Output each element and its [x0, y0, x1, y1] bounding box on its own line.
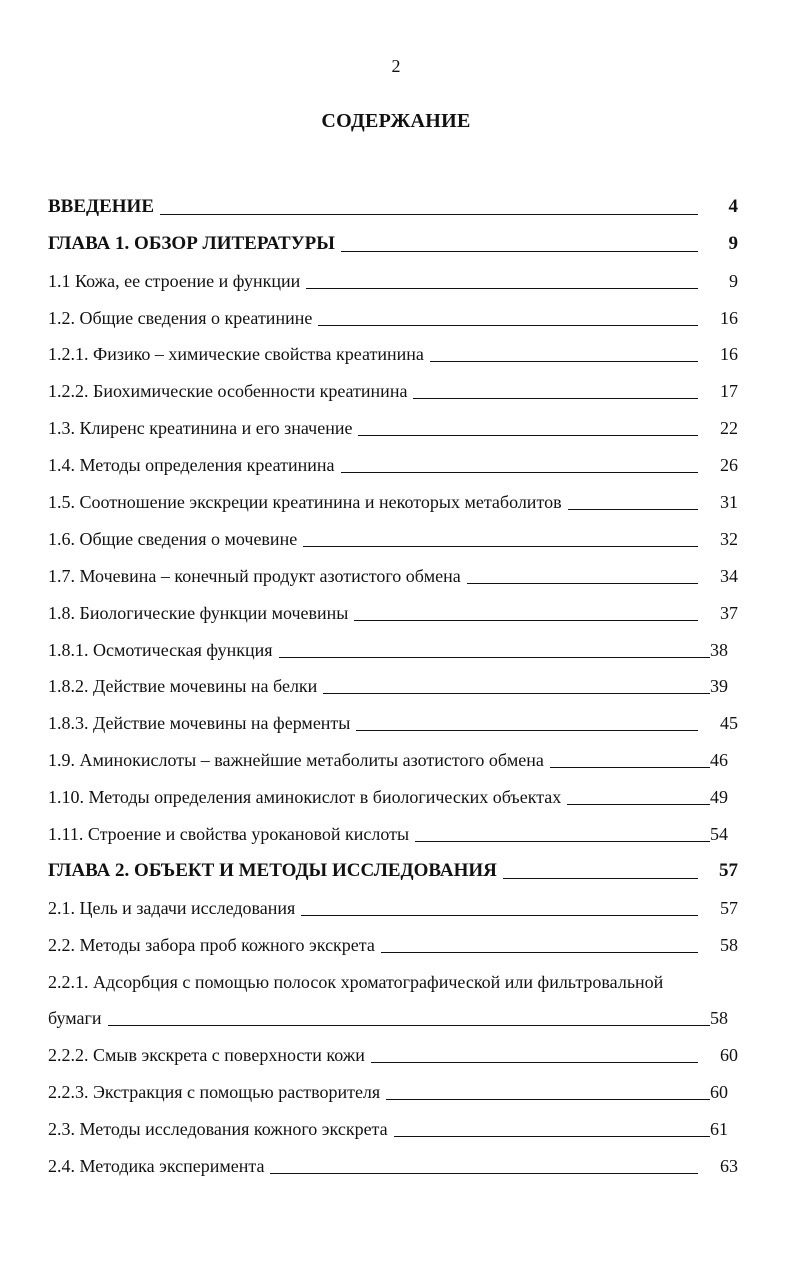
toc-entry-label: 2.2. Методы забора проб кожного экскрета [48, 934, 375, 955]
toc-entry-label: 2.3. Методы исследования кожного экскрета [48, 1119, 388, 1140]
toc-entry-label: ВВЕДЕНИЕ [48, 195, 154, 217]
toc-entry-2-2-2[interactable] [48, 1032, 738, 1069]
toc-entry-label: 1.8.2. Действие мочевины на белки [48, 676, 318, 697]
leader-line [354, 620, 698, 621]
toc-entry-label: 1.1 Кожа, ее строение и функции [48, 270, 301, 291]
toc-entry-label: 1.11. Строение и свойства урокановой кислоты [48, 824, 410, 845]
toc-entry-page: 63 [720, 1156, 738, 1177]
toc-entry-label: 1.8.1. Осмотическая функция [48, 639, 273, 660]
toc-entry-page: 38 [710, 639, 728, 660]
toc-entry-label: 1.8.3. Действие мочевины на ферменты [48, 713, 351, 734]
toc-entry-page: 60 [720, 1045, 738, 1066]
toc-entry-1-3[interactable] [48, 405, 738, 442]
toc-entry-page: 45 [720, 713, 738, 734]
toc-entry-2-4[interactable] [48, 1143, 738, 1180]
toc-entry-1-9[interactable] [48, 737, 738, 774]
toc-entry-label: бумаги [48, 1008, 102, 1029]
toc-entry-page: 60 [710, 1082, 728, 1103]
toc-entry-page: 9 [728, 232, 738, 254]
toc-entry-label: 2.2.2. Смыв экскрета с поверхности кожи [48, 1045, 365, 1066]
toc-entry-chapter-1[interactable] [48, 221, 738, 258]
toc-entry-page: 39 [710, 676, 728, 697]
toc-entry-label: 2.2.3. Экстракция с помощью растворителя [48, 1082, 381, 1103]
toc-entry-1-4[interactable] [48, 442, 738, 479]
toc-entry-page: 32 [720, 528, 738, 549]
toc-entry-1-2[interactable] [48, 295, 738, 332]
leader-line [306, 288, 698, 289]
toc-entry-introduction[interactable] [48, 184, 738, 221]
toc-entry-page: 37 [720, 602, 738, 623]
leader-line [386, 1099, 710, 1100]
toc-entry-page: 16 [720, 307, 738, 328]
toc-entry-label: 1.2.2. Биохимические особенности креатинина [48, 381, 408, 402]
leader-line [279, 657, 711, 658]
toc-entry-2-1[interactable] [48, 885, 738, 922]
toc-entry-page: 54 [710, 824, 728, 845]
leader-line [467, 583, 698, 584]
toc-entry-2-2[interactable] [48, 922, 738, 959]
toc-entry-page: 49 [710, 787, 728, 808]
toc-entry-page: 58 [720, 934, 738, 955]
leader-line [303, 546, 698, 547]
toc-entry-1-8-1[interactable] [48, 627, 738, 664]
toc-entry-page: 58 [710, 1008, 728, 1029]
toc-entry-label: 1.8. Биологические функции мочевины [48, 602, 349, 623]
toc-entry-label: 1.10. Методы определения аминокислот в биологических объектах [48, 787, 562, 808]
table-of-contents [48, 184, 738, 1180]
toc-title: СОДЕРЖАНИЕ [321, 110, 471, 132]
toc-entry-1-5[interactable] [48, 479, 738, 516]
toc-entry-1-7[interactable] [48, 553, 738, 590]
leader-line [160, 214, 698, 215]
leader-line [270, 1173, 698, 1174]
toc-entry-page: 22 [720, 418, 738, 439]
toc-entry-label: 1.4. Методы определения креатинина [48, 455, 335, 476]
toc-entry-2-2-1[interactable] [48, 959, 738, 996]
toc-entry-page: 4 [728, 195, 738, 217]
leader-line [503, 878, 698, 879]
leader-line [430, 361, 698, 362]
toc-entry-1-2-1[interactable] [48, 332, 738, 369]
leader-line [341, 251, 698, 252]
toc-entry-page: 34 [720, 565, 738, 586]
toc-entry-1-6[interactable] [48, 516, 738, 553]
toc-entry-2-2-3[interactable] [48, 1069, 738, 1106]
toc-entry-page: 9 [729, 270, 738, 291]
toc-entry-label: ГЛАВА 1. ОБЗОР ЛИТЕРАТУРЫ [48, 232, 335, 254]
leader-line [301, 915, 698, 916]
leader-line [381, 952, 698, 953]
toc-entry-page: 57 [720, 897, 738, 918]
toc-entry-chapter-2[interactable] [48, 848, 738, 885]
toc-entry-1-8-3[interactable] [48, 700, 738, 737]
toc-entry-label: 2.2.1. Адсорбция с помощью полосок хроматографической или фильтровальной [48, 971, 664, 992]
leader-line [413, 398, 698, 399]
leader-line [108, 1025, 710, 1026]
leader-line [323, 693, 710, 694]
toc-entry-1-8-2[interactable] [48, 664, 738, 701]
toc-entry-label: 1.6. Общие сведения о мочевине [48, 528, 298, 549]
toc-entry-2-3[interactable] [48, 1106, 738, 1143]
toc-entry-1-2-2[interactable] [48, 368, 738, 405]
toc-entry-1-11[interactable] [48, 811, 738, 848]
leader-line [394, 1136, 710, 1137]
toc-entry-page: 46 [710, 750, 728, 771]
toc-entry-1-1[interactable] [48, 258, 738, 295]
toc-entry-page: 26 [720, 455, 738, 476]
toc-entry-page: 16 [720, 344, 738, 365]
toc-entry-page: 17 [720, 381, 738, 402]
toc-entry-label: 1.2. Общие сведения о креатинине [48, 307, 313, 328]
leader-line [568, 509, 698, 510]
leader-line [415, 841, 710, 842]
toc-entry-label: ГЛАВА 2. ОБЪЕКТ И МЕТОДЫ ИССЛЕДОВАНИЯ [48, 859, 497, 881]
toc-entry-page: 61 [710, 1119, 728, 1140]
toc-entry-2-2-1-continued[interactable] [48, 996, 738, 1033]
toc-entry-label: 2.1. Цель и задачи исследования [48, 897, 296, 918]
leader-line [567, 804, 710, 805]
toc-entry-1-8[interactable] [48, 590, 738, 627]
toc-entry-label: 1.5. Соотношение экскреции креатинина и некоторых метаболитов [48, 492, 562, 513]
leader-line [318, 325, 698, 326]
toc-entry-1-10[interactable] [48, 774, 738, 811]
page-number: 2 [391, 56, 401, 76]
leader-line [341, 472, 698, 473]
toc-entry-label: 1.7. Мочевина – конечный продукт азотистого обмена [48, 565, 461, 586]
leader-line [371, 1062, 698, 1063]
leader-line [356, 730, 698, 731]
toc-entry-label: 1.3. Клиренс креатинина и его значение [48, 418, 353, 439]
toc-entry-label: 2.4. Методика эксперимента [48, 1156, 265, 1177]
leader-line [550, 767, 710, 768]
leader-line [358, 435, 698, 436]
toc-entry-page: 31 [720, 492, 738, 513]
toc-entry-label: 1.2.1. Физико – химические свойства креатинина [48, 344, 424, 365]
toc-entry-label: 1.9. Аминокислоты – важнейшие метаболиты азотистого обмена [48, 750, 544, 771]
toc-entry-page: 57 [719, 859, 738, 881]
